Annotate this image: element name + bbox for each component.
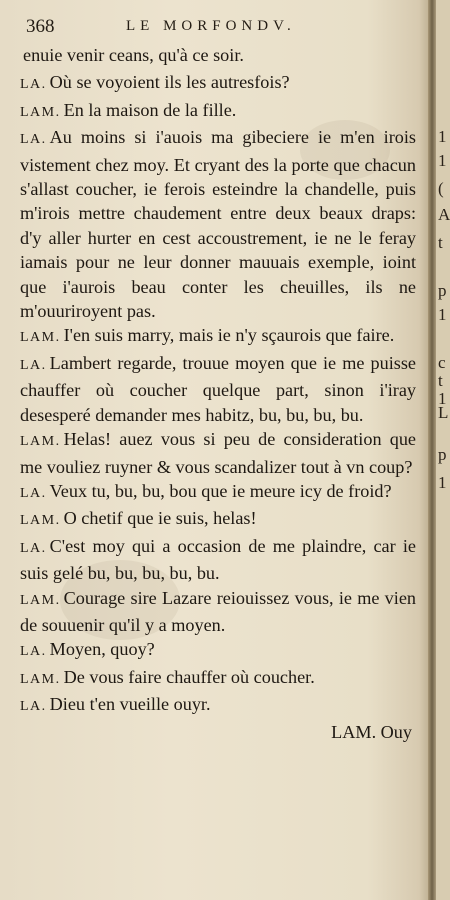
dialogue-line <box>20 692 416 719</box>
dialogue-line <box>20 479 416 506</box>
speaker-label: LAM. <box>20 671 61 687</box>
dialogue-text: Au moins si i'auois ma gibeciere ie m'en irois vistement chez moy. Et cryant des la porte que chacun s'allast coucher, ie ferois esteindre la chandelle, puis m'irois mettre chaudement entre deux beaux draps: d'y aller hurter en cest accoustrement, ie ne le feray iamais pour ne leur donner mauuais exemple, ioint que i'aurois beau conter les cheuilles, ils ne m'ouuriroyent pas. <box>20 127 416 322</box>
dialogue-text: I'en suis marry, mais ie n'y sçaurois que faire. <box>63 325 395 346</box>
dialogue-line <box>20 43 416 70</box>
running-head <box>26 16 410 38</box>
speaker-label: LAM. <box>20 330 61 346</box>
speaker-label: LA. <box>20 540 47 556</box>
text-block <box>20 43 416 744</box>
dialogue-line <box>20 506 416 533</box>
dialogue-line <box>20 534 416 586</box>
dialogue-text: Veux tu, bu, bu, bou que ie meure icy de froid? <box>49 480 392 501</box>
speaker-label: LA. <box>20 485 47 501</box>
running-title: LE MORFONDV. <box>126 18 296 34</box>
dialogue-text: Où se voyoient ils les autresfois? <box>49 72 290 93</box>
dialogue-text: Helas! auez vous si peu de consideration que me vouliez ruyner & vous scandalizer tout à vn coup? <box>20 429 416 477</box>
speaker-label: LAM. <box>20 434 61 450</box>
dialogue-text: C'est moy qui a occasion de me plaindre, car ie suis gelé bu, bu, bu, bu, bu. <box>20 535 416 584</box>
dialogue-text: enuie venir ceans, qu'à ce soir. <box>23 45 244 65</box>
dialogue-line <box>20 323 416 350</box>
adjacent-glyph: 1 <box>438 151 447 170</box>
dialogue-text: O chetif que ie suis, helas! <box>63 508 257 529</box>
dialogue-line <box>20 351 416 427</box>
adjacent-glyph: p <box>438 445 447 464</box>
adjacent-page-edge <box>436 0 450 900</box>
dialogue-line <box>20 665 416 692</box>
dialogue-text: Courage sire Lazare reiouissez vous, ie me vien de souuenir qu'il y a moyen. <box>20 587 416 635</box>
speaker-label: LA. <box>20 357 47 373</box>
adjacent-glyph: 1 <box>438 305 447 324</box>
speaker-label: LA. <box>20 132 47 148</box>
dialogue-text: Lambert regarde, trouue moyen que ie me puisse chauffer où coucher quelque part, sinon i'iray desesperé demander mes habitz, bu, bu, bu, bu. <box>20 352 416 425</box>
dialogue-text: En la maison de la fille. <box>63 99 237 120</box>
adjacent-glyph: A <box>438 205 450 224</box>
dialogue-line <box>20 586 416 638</box>
speaker-label: LA. <box>20 699 47 715</box>
speaker-label: LAM. <box>20 104 61 120</box>
dialogue-line <box>20 637 416 664</box>
dialogue-line <box>20 427 416 479</box>
speaker-label: LAM. <box>20 513 61 529</box>
adjacent-glyph: 1 <box>438 389 447 408</box>
adjacent-glyph: c <box>438 353 446 372</box>
adjacent-glyph: ( <box>438 179 444 198</box>
catchword: LAM. Ouy <box>331 721 412 742</box>
adjacent-glyph: L <box>438 403 449 422</box>
book-gutter <box>428 0 436 900</box>
dialogue-text: Moyen, quoy? <box>49 639 155 660</box>
adjacent-glyph: 1 <box>438 473 447 492</box>
adjacent-glyph: 1 <box>438 127 447 146</box>
speaker-label: LA. <box>20 77 47 93</box>
adjacent-glyph: p <box>438 281 447 300</box>
adjacent-glyph: t <box>438 371 443 390</box>
dialogue-line <box>20 70 416 97</box>
adjacent-glyph: t <box>438 233 443 252</box>
dialogue-line <box>20 98 416 125</box>
speaker-label: LAM. <box>20 592 61 608</box>
dialogue-text: Dieu t'en vueille ouyr. <box>49 694 211 715</box>
dialogue-line <box>20 125 416 323</box>
dialogue-text: De vous faire chauffer où coucher. <box>63 666 315 687</box>
speaker-label: LA. <box>20 644 47 660</box>
page-number: 368 <box>26 16 55 37</box>
